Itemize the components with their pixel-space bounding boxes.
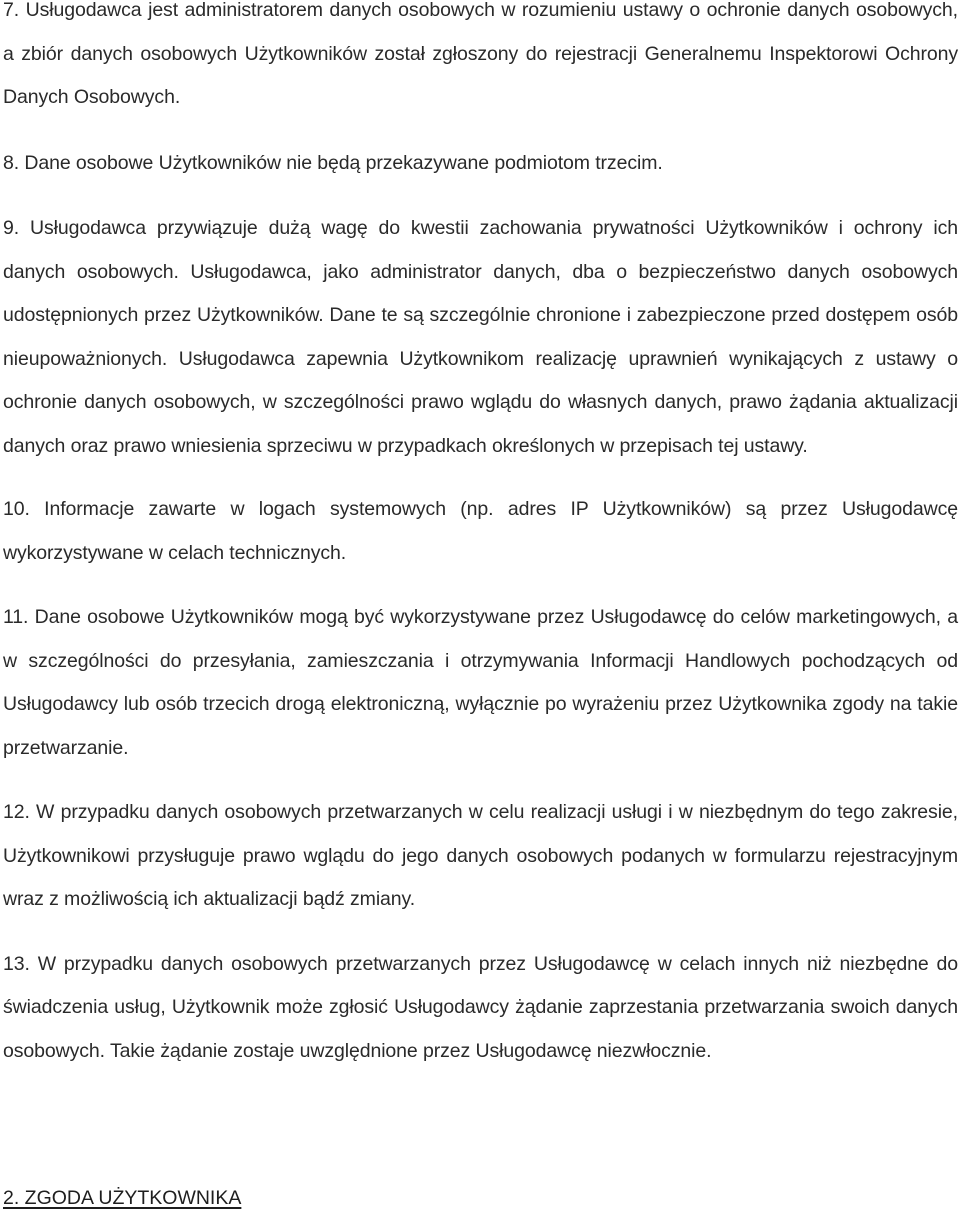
paragraph-13: 13. W przypadku danych osobowych przetwarzanych przez Usługodawcę w celach innych niż niezbędne do świadczenia usług, Użytkownik może zgłosić Usługodawcy żądanie zaprzestania przetwarzania swoich danych osobowych. Takie żądanie zostaje uwzględnione przez Usługodawcę niezwłocznie. (3, 952, 958, 1062)
paragraph-8: 8. Dane osobowe Użytkowników nie będą przekazywane podmiotom trzecim. (3, 151, 663, 174)
paragraph-11: 11. Dane osobowe Użytkowników mogą być wykorzystywane przez Usługodawcę do celów marketingowych, a w szczególności do przesyłania, zamieszczania i otrzymywania Informacji Handlowych pochodzących od Usługodawcy lub osób trzecich drogą elektroniczną, wyłącznie po wyrażeniu przez Użytkownika zgody na takie przetwarzanie. (3, 606, 958, 759)
paragraph-10: 10. Informacje zawarte w logach systemowych (np. adres IP Użytkowników) są przez Usługodawcę wykorzystywane w celach technicznych. (3, 498, 958, 564)
paragraph-7: 7. Usługodawca jest administratorem danych osobowych w rozumieniu ustawy o ochronie danych osobowych, a zbiór danych osobowych Użytkowników został zgłoszony do rejestracji Generalnemu Inspektorowi Ochrony Danych Osobowych. (3, 0, 958, 108)
paragraph-12: 12. W przypadku danych osobowych przetwarzanych w celu realizacji usługi i w niezbędnym do tego zakresie, Użytkownikowi przysługuje prawo wglądu do jego danych osobowych podanych w formularzu rejestracyjnym wraz z możliwością ich aktualizacji bądź zmiany. (3, 801, 958, 910)
document-body (3, 0, 958, 1073)
section-heading: 2. ZGODA UŻYTKOWNIKA (3, 1187, 242, 1209)
paragraph-9: 9. Usługodawca przywiązuje dużą wagę do kwestii zachowania prywatności Użytkowników i ochrony ich danych osobowych. Usługodawca, jako administrator danych, dba o bezpieczeństwo danych osobowych udostępnionych przez Użytkowników. Dane te są szczególnie chronione i zabezpieczone przed dostępem osób nieupoważnionych. Usługodawca zapewnia Użytkownikom realizację uprawnień wynikających z ustawy o ochronie danych osobowych, w szczególności prawo wglądu do własnych danych, prawo żądania aktualizacji danych oraz prawo wniesienia sprzeciwu w przypadkach określonych w przepisach tej ustawy. (3, 217, 958, 457)
